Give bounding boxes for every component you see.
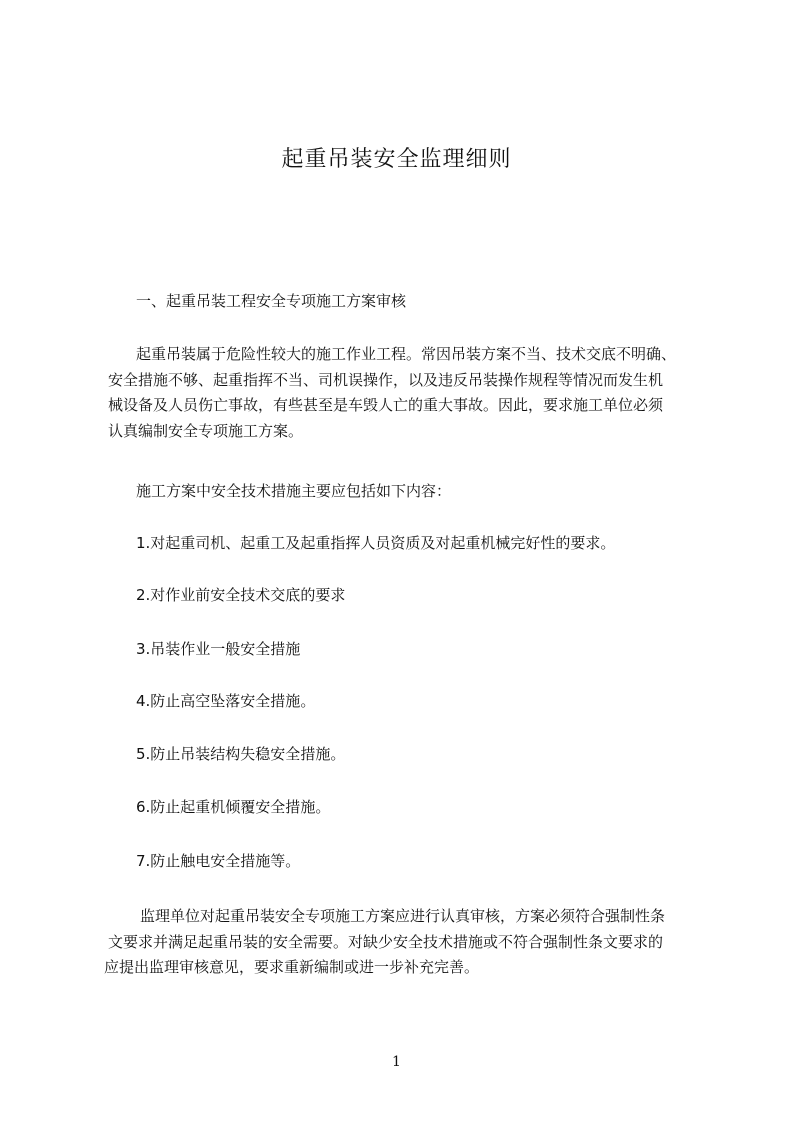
paragraph-line: 监理单位对起重吊装安全专项施工方案应进行认真审核，方案必须符合强制性条 <box>140 907 666 925</box>
list-item: 2.对作业前安全技术交底的要求 <box>136 586 346 604</box>
document-title: 起重吊装安全监理细则 <box>281 147 512 172</box>
paragraph-line: 文要求并满足起重吊装的安全需要。对缺少安全技术措施或不符合强制性条文要求的 <box>108 932 664 951</box>
paragraph-line: 应提出监理审核意见，要求重新编制或进一步补充完善。 <box>104 958 480 976</box>
paragraph-intro-risk <box>104 342 704 444</box>
paragraph-line: 安全措施不够、起重指挥不当、司机误操作，以及违反吊装操作规程等情况而发生机 <box>108 370 664 389</box>
list-item: 6.防止起重机倾覆安全措施。 <box>136 798 331 816</box>
paragraph-line: 械设备及人员伤亡事故，有些甚至是车毁人亡的重大事故。因此，要求施工单位必须 <box>108 396 664 414</box>
page-number: 1 <box>392 1054 401 1070</box>
list-item: 1.对起重司机、起重工及起重指挥人员资质及对起重机械完好性的要求。 <box>136 534 616 552</box>
section-heading: 一、起重吊装工程安全专项施工方案审核 <box>136 292 407 310</box>
paragraph-line: 起重吊装属于危险性较大的施工作业工程。常因吊装方案不当、技术交底不明确、 <box>136 345 677 363</box>
list-item: 5.防止吊装结构失稳安全措施。 <box>136 745 346 763</box>
paragraph-line: 认真编制安全专项施工方案。 <box>108 421 304 440</box>
list-item: 4.防止高空坠落安全措施。 <box>136 692 316 710</box>
list-item: 7.防止触电安全措施等。 <box>136 852 301 870</box>
measures-intro: 施工方案中安全技术措施主要应包括如下内容： <box>136 482 452 500</box>
paragraph-supervision-review <box>104 904 704 981</box>
list-item: 3.吊装作业一般安全措施 <box>136 640 301 658</box>
